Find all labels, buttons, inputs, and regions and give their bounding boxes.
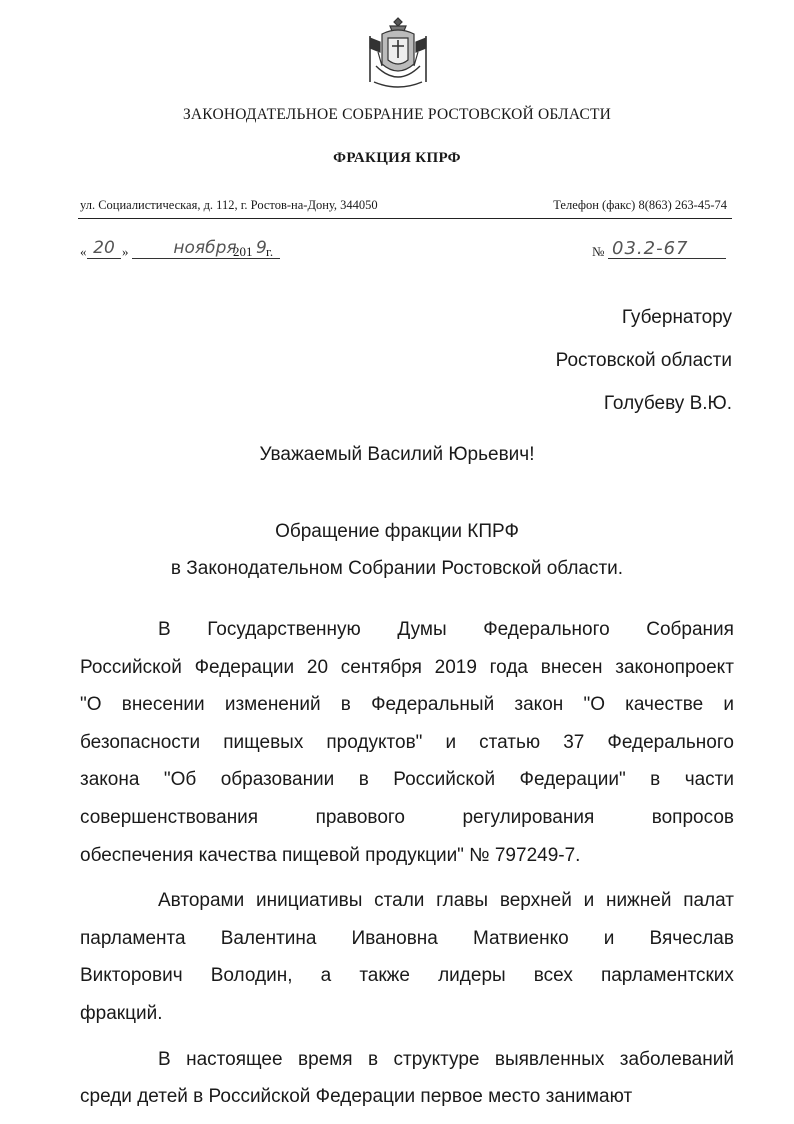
body-line: среди детей в Российской Федерации первое место занимают — [80, 1086, 633, 1108]
letter-subject — [0, 513, 794, 587]
addressee-title: Губернатору — [621, 307, 732, 328]
number-sign: № — [592, 244, 605, 259]
letter-date — [80, 238, 300, 264]
paragraph-1 — [80, 611, 734, 874]
body-line: В Государственную Думы Федерального Собрания — [158, 619, 734, 640]
salutation: Уважаемый Василий Юрьевич! — [259, 444, 535, 465]
date-quote-open: « — [80, 244, 87, 259]
faction-name: ФРАКЦИЯ КПРФ — [333, 150, 461, 166]
subject-line-1: Обращение фракции КПРФ — [275, 521, 519, 542]
addressee-block — [556, 296, 732, 425]
body-line: закона "Об образовании в Российской Федерации" в части — [80, 769, 734, 791]
date-year-suffix: г. — [266, 244, 274, 259]
body-line: парламента Валентина Ивановна Матвиенко и Вячеслав — [80, 927, 734, 949]
body-line: "О внесении изменений в Федеральный закон "О качестве и — [80, 694, 734, 716]
postal-address: ул. Социалистическая, д. 112, г. Ростов-на-Дону, 344050 — [80, 198, 378, 212]
body-line: фракций. — [80, 1002, 163, 1024]
addressee-region: Ростовской области — [555, 350, 732, 371]
date-quote-close: » — [122, 244, 129, 259]
number-handwritten: 03.2-67 — [612, 238, 689, 259]
rostov-oblast-coat-of-arms-icon — [356, 12, 440, 96]
letter-number — [592, 238, 732, 264]
body-line: обеспечения качества пищевой продукции" № 797249-7. — [80, 844, 581, 866]
month-underline — [132, 258, 280, 259]
day-underline — [87, 258, 121, 259]
body-line: Викторович Володин, а также лидеры всех парламентских — [80, 965, 734, 987]
paragraph-2 — [80, 882, 734, 1032]
body-line: Российской Федерации 20 сентября 2019 года внесен законопроект — [80, 656, 734, 678]
organization-name: ЗАКОНОДАТЕЛЬНОЕ СОБРАНИЕ РОСТОВСКОЙ ОБЛАСТИ — [182, 106, 612, 123]
date-year-prefix: 201 — [233, 244, 253, 259]
subject-line-2: в Законодательном Собрании Ростовской области. — [170, 558, 624, 579]
letter-body — [80, 611, 734, 1124]
number-underline — [608, 258, 726, 259]
addressee-name: Голубеву В.Ю. — [603, 393, 732, 414]
paragraph-3 — [80, 1041, 734, 1116]
body-line: совершенствования правового регулирования вопросов — [80, 806, 734, 828]
body-line: В настоящее время в структуре выявленных заболеваний — [158, 1048, 734, 1070]
date-month-handwritten: ноября — [173, 238, 237, 258]
date-year-handwritten: 9 — [256, 238, 267, 258]
body-line: безопасности пищевых продуктов" и статью 37 Федерального — [80, 731, 734, 753]
date-day-handwritten: 20 — [93, 238, 115, 258]
header-divider — [78, 218, 732, 219]
contact-row — [80, 198, 727, 213]
phone-fax: Телефон (факс) 8(863) 263-45-74 — [553, 198, 727, 212]
body-line: Авторами инициативы стали главы верхней и нижней палат — [158, 890, 734, 912]
